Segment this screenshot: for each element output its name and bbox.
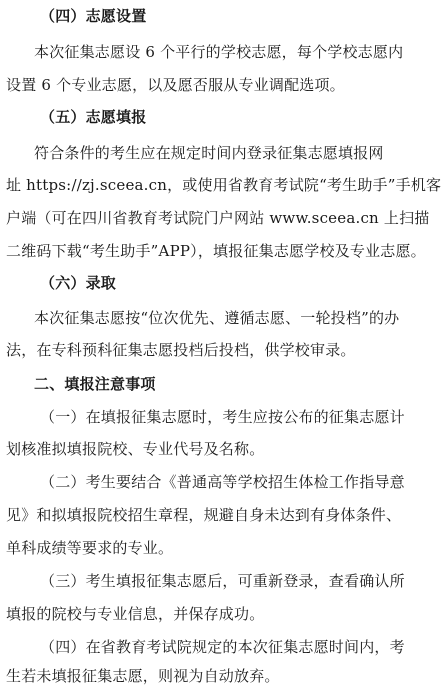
paragraph-line: 址 https://zj.sceea.cn，或使用省教育考试院“考生助手”手机客 — [6, 176, 442, 194]
note-line: 单科成绩等要求的专业。 — [6, 539, 174, 557]
note-line: （三）考生填报征集志愿后，可重新登录，查看确认所 — [40, 572, 405, 590]
section-heading-volunteer-settings: （四）志愿设置 — [40, 7, 147, 25]
note-line: （一）在填报征集志愿时，考生应按公布的征集志愿计 — [40, 408, 405, 426]
note-line: （四）在省教育考试院规定的本次征集志愿时间内，考 — [40, 638, 405, 656]
paragraph-line: 本次征集志愿按“位次优先、遵循志愿、一轮投档”的办 — [34, 309, 400, 327]
note-line: 填报的院校与专业信息，并保存成功。 — [6, 605, 265, 623]
note-line: 生若未填报征集志愿，则视为自动放弃。 — [6, 667, 280, 685]
paragraph-line: 户端（可在四川省教育考试院门户网站 www.sceea.cn 上扫描 — [6, 209, 430, 227]
note-line: 划核准拟填报院校、专业代号及名称。 — [6, 440, 265, 458]
paragraph-line: 法，在专科预科征集志愿投档后投档，供学校审录。 — [6, 341, 356, 359]
note-line: 见》和拟填报院校招生章程，规避自身未达到有身体条件、 — [6, 506, 402, 524]
section-heading-admission: （六）录取 — [40, 274, 117, 292]
major-heading-notes: 二、填报注意事项 — [34, 375, 156, 393]
section-heading-volunteer-filling: （五）志愿填报 — [40, 108, 147, 126]
paragraph-line: 二维码下载“考生助手”APP），填报征集志愿学校及专业志愿。 — [6, 242, 426, 260]
note-line: （二）考生要结合《普通高等学校招生体检工作指导意 — [40, 473, 405, 491]
paragraph-line: 设置 6 个专业志愿，以及愿否服从专业调配选项。 — [6, 76, 345, 94]
paragraph-line: 本次征集志愿设 6 个平行的学校志愿，每个学校志愿内 — [34, 43, 404, 61]
paragraph-line: 符合条件的考生应在规定时间内登录征集志愿填报网 — [34, 144, 384, 162]
